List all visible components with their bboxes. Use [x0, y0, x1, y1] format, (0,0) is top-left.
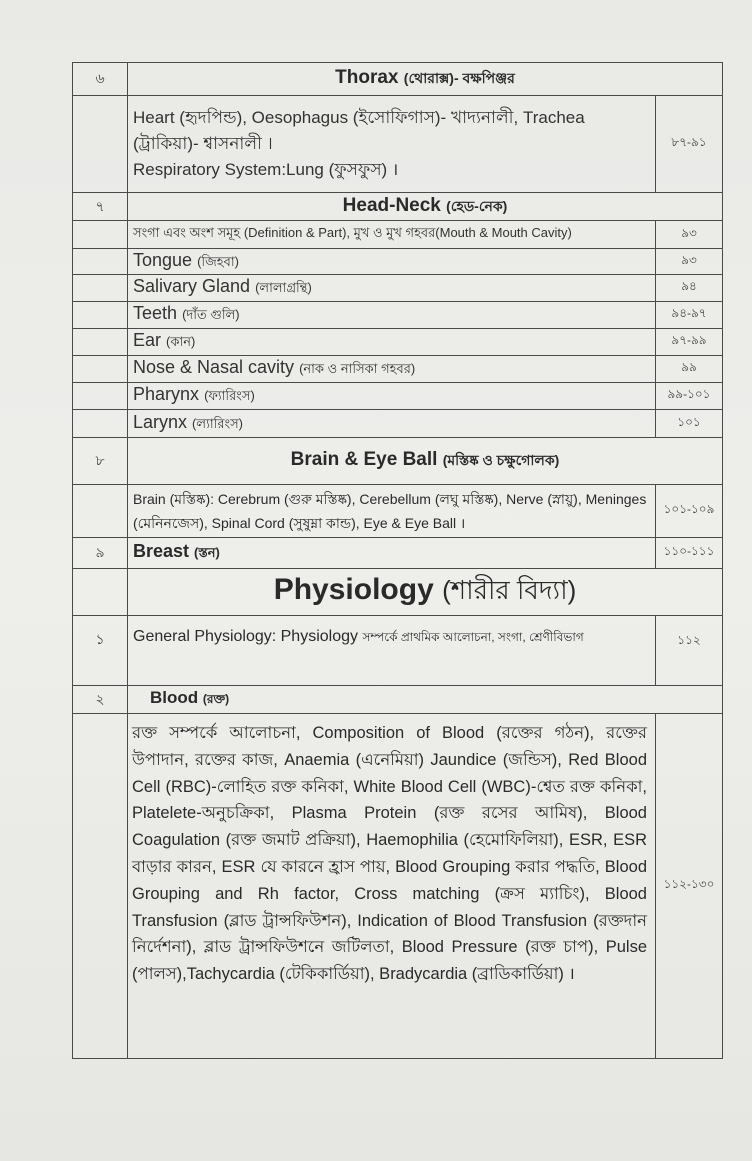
entry-text: Respiratory System:Lung (ফুসফুস) ।	[133, 160, 399, 179]
table-row	[73, 221, 723, 249]
table-row	[73, 96, 723, 193]
entry-text: General Physiology: Physiology	[133, 628, 359, 645]
page-range: ৯৪-৯৭	[656, 302, 723, 329]
page-range: ৯৩	[656, 249, 723, 275]
page-range: ৯৯	[656, 356, 723, 383]
page-range: ৮৭-৯১	[656, 96, 723, 193]
entry-text-bn: (ফ্যারিংস)	[204, 388, 255, 403]
section-title-bn: (হেড-নেক)	[446, 197, 508, 214]
entry-text: Tongue	[133, 249, 193, 270]
table-row	[73, 714, 723, 1059]
table-row	[73, 275, 723, 302]
table-row-breast	[73, 538, 723, 569]
section-title-bn: (রক্ত)	[202, 692, 230, 706]
section-header-thorax	[73, 63, 723, 96]
part-header-physiology	[73, 569, 723, 616]
table-row	[73, 329, 723, 356]
page-range: ১০১-১০৯	[656, 485, 723, 538]
entry-text: Salivary Gland	[133, 276, 251, 296]
entry-text-bn: (নাক ও নাসিকা গহবর)	[299, 361, 416, 376]
entry-text: রক্ত সম্পর্কে আলোচনা, Composition of Blood (রক্তের গঠন), রক্তের উপাদান, রক্তের কাজ, Anaemia (এনেমিয়া) Jaundice (জন্ডিস), Red Blood Cell (RBC)-লোহিত রক্ত কনিকা, White Blood Cell (WBC)-শ্বেত রক্ত কনিকা, Platelete-অনুচক্রিকা, Plasma Protein (রক্ত রসের আমিষ), Blood Coagulation (রক্ত জমাট প্রক্রিয়া), Haemophilia (হেমোফিলিয়া), ESR, ESR বাড়ার কারন, ESR যে কারনে হ্রাস পায়, Blood Grouping করার পদ্ধতি, Blood Grouping and Rh factor, Cross matching (ক্রস ম্যাচিং), Blood Transfusion (ব্লাড ট্রান্সফিউশন), Indication of Blood Transfusion (রক্তদান নির্দেশনা), ব্লাড ট্রান্সফিউশনে জটিলতা, Blood Pressure (রক্ত চাপ), Pulse (পালস),Tachycardia (টেকিকার্ডিয়া), Bradycardia (ব্রাডিকার্ডিয়া) ।	[128, 714, 656, 1059]
section-header-blood	[73, 686, 723, 714]
section-title: Head-Neck	[342, 194, 441, 216]
entry-text: Heart (হৃদপিন্ড), Oesophagus (ইসোফিগাস)- খাদ্যনালী, Trachea (ট্রাকিয়া)- শ্বাসনালী ।	[133, 108, 585, 153]
entry-text-bn: (লালাগ্রন্থি)	[255, 280, 312, 295]
entry-text: সংগা এবং অংশ সমূহ (Definition & Part), মুখ ও মুখ গহবর(Mouth & Mouth Cavity)	[128, 221, 656, 249]
section-title: Brain & Eye Ball	[290, 449, 438, 470]
section-number: ৯	[73, 538, 128, 569]
section-title-bn: (মস্তিষ্ক ও চক্ষুগোলক)	[442, 452, 560, 468]
entry-text-bn: (দাঁত গুলি)	[182, 307, 240, 322]
contents-table	[72, 62, 723, 1059]
table-row	[73, 302, 723, 329]
table-row	[73, 410, 723, 438]
page-range: ৯৩	[656, 221, 723, 249]
page-range: ৯৭-৯৯	[656, 329, 723, 356]
page-range: ৯৯-১০১	[656, 383, 723, 410]
table-row	[73, 485, 723, 538]
section-title: Thorax	[335, 67, 399, 88]
section-title-bn: (স্তন)	[194, 545, 220, 560]
section-header-head-neck	[73, 193, 723, 221]
section-number: ৮	[73, 438, 128, 485]
table-row	[73, 383, 723, 410]
section-title: Breast	[133, 541, 190, 561]
section-title: Blood	[150, 688, 199, 707]
section-number: ২	[73, 686, 128, 714]
section-number: ৭	[73, 193, 128, 221]
table-row	[73, 356, 723, 383]
entry-text: Larynx	[133, 411, 188, 432]
entry-text-bn: সম্পর্কে প্রাথমিক আলোচনা, সংগা, শ্রেণীবিভাগ	[362, 630, 584, 644]
table-row	[73, 249, 723, 275]
part-title-bn: (শারীর বিদ্যা)	[442, 575, 577, 605]
section-number: ৬	[73, 63, 128, 96]
page-range: ১১২	[656, 616, 723, 686]
page-range: ১১০-১১১	[656, 538, 723, 569]
entry-text: Brain (মস্তিষ্ক): Cerebrum (গুরু মস্তিষ্ক), Cerebellum (লঘু মস্তিষ্ক), Nerve (স্নায়ু), Meninges (মেনিনজেস), Spinal Cord (সুষুম্না কান্ড), Eye & Eye Ball ।	[128, 485, 656, 538]
page-range: ৯৪	[656, 275, 723, 302]
section-header-brain	[73, 438, 723, 485]
entry-text: Nose & Nasal cavity	[133, 357, 295, 377]
part-title: Physiology	[273, 573, 434, 606]
entry-text-bn: (ল্যারিংস)	[192, 415, 243, 431]
page-range: ১০১	[656, 410, 723, 438]
entry-text-bn: (জিহবা)	[197, 253, 239, 269]
entry-text: Pharynx	[133, 384, 200, 404]
entry-text: Ear	[133, 330, 162, 350]
page-range: ১১২-১৩০	[656, 714, 723, 1059]
entry-text: Teeth	[133, 303, 178, 323]
section-number: ১	[73, 616, 128, 686]
entry-text-bn: (কান)	[166, 334, 196, 349]
table-row-general	[73, 616, 723, 686]
section-title-bn: (থোরাক্স)- বক্ষপিঞ্জর	[403, 70, 515, 86]
